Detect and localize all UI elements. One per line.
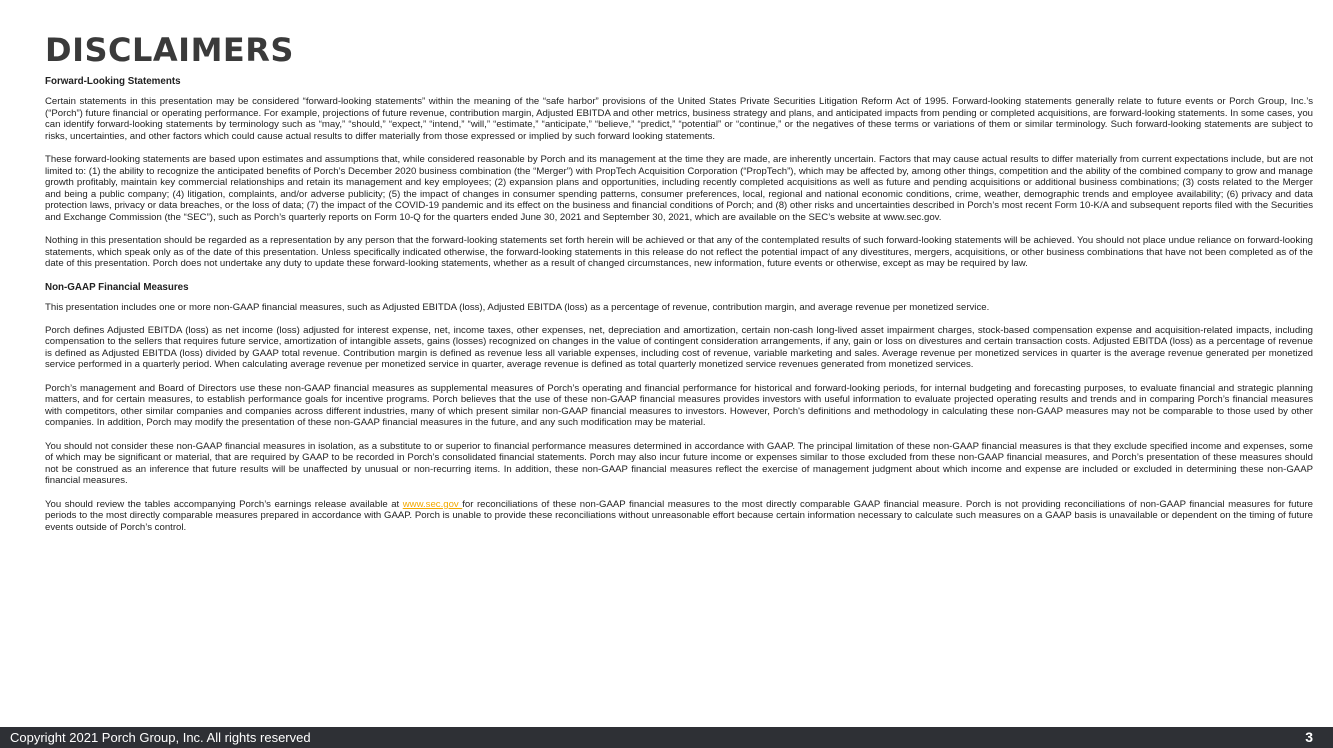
paragraph: These forward-looking statements are based upon estimates and assumptions that, while considered reasonable by Porch and its management at the time they are made, are inherently uncertain. Factors that may cause actual results to differ materially from current expectations include, but are not limited to: (1) the ability to recognize the anticipated benefits of Porch’s December 2020 business combination (the “Merger”) with PropTech Acquisition Corporation (“PropTech”), which may be affected by, among other things, competition and the ability of the combined company to grow and manage growth profitably, maintain key commercial relationships and retain its management and key employees; (2) expansion plans and opportunities, including recently completed acquisitions as well as future and pending acquisitions or additional business combinations; (3) costs related to the Merger and being a public company; (4) litigation, complaints, and/or adverse publicity; (5) the impact of changes in consumer spending patterns, consumer preferences, local, regional and national economic conditions, crime, weather, demographic trends and employee availability; (6) privacy and data protection laws, privacy or data breaches, or the loss of data; (7) the impact of the COVID-19 pandemic and its effect on the business and financial conditions of Porch; and (8) other risks and uncertainties described in Porch’s most recent Form 10-K/A and subsequent reports filed with the Securities and Exchange Commission (the “SEC”), such as Porch’s quarterly reports on Form 10-Q for the quarters ended June 30, 2021 and September 30, 2021, which are available on the SEC’s website at www.sec.gov. (45, 153, 1313, 223)
paragraph: Nothing in this presentation should be regarded as a representation by any person that the forward-looking statements set forth herein will be achieved or that any of the contemplated results of such forward-looking statements will be achieved. You should not place undue reliance on forward-looking statements, which speak only as of the date of this presentation. Unless specifically indicated otherwise, the forward-looking statements in this release do not reflect the potential impact of any divestitures, mergers, acquisitions, or other business combinations that have not been completed as of the date of this presentation. Porch does not undertake any duty to update these forward-looking statements, whether as a result of changed circumstances, new information, future events or otherwise, except as may be required by law. (45, 235, 1313, 270)
paragraph-text: for reconciliations of these non-GAAP financial measures to the most directly comparable GAAP financial measure. Porch is not providing reconciliations of non-GAAP financial measures for future periods to the most directly comparable measures prepared in accordance with GAAP. Porch is unable to provide these reconciliations without unreasonable effort because certain information necessary to calculate such measures on a GAAP basis is unavailable or dependent on the timing of future events outside of Porch’s control. (45, 498, 1313, 533)
section-heading-non-gaap: Non-GAAP Financial Measures (45, 281, 189, 293)
page-number: 3 (1305, 729, 1313, 745)
paragraph: Porch defines Adjusted EBITDA (loss) as net income (loss) adjusted for interest expense, net, income taxes, other expenses, net, depreciation and amortization, certain non-cash long-lived asset impairment charges, stock-based compensation expense and acquisition-related impacts, including compensation to the sellers that requires future service, amortization of intangible assets, gains (losses) recognized on changes in the value of contingent consideration arrangements, if any, gain or loss on divestures and certain transaction costs. Adjusted EBITDA (loss) as a percentage of revenue is defined as Adjusted EBITDA (loss) divided by GAAP total revenue. Contribution margin is defined as revenue less all variable expenses, including cost of revenue, variable marketing and sales. Average revenue per monetized services in quarter is the average revenue generated per monetized service performed in a quarterly period. When calculating average revenue per monetized service in quarter, average revenue is defined as total quarterly monetized service revenues generated from monetized services. (45, 324, 1313, 371)
disclaimer-body (45, 76, 1313, 545)
paragraph: Certain statements in this presentation may be considered “forward-looking statements” within the meaning of the “safe harbor” provisions of the United States Private Securities Litigation Reform Act of 1995. Forward-looking statements generally relate to future events or Porch Group, Inc.’s (“Porch”) future financial or operating performance. For example, projections of future revenue, contribution margin, Adjusted EBITDA and other metrics, business strategy and plans, and anticipated impacts from pending or completed acquisitions, are forward-looking statements. In some cases, you can identify forward-looking statements by terminology such as “may,” “should,” “expect,” “intend,” “will,” “estimate,” “anticipate,” “believe,” “predict,” “potential” or “continue,” or the negatives of these terms or variations of them or similar terminology. Such forward-looking statements are subject to risks, uncertainties, and other factors which could cause actual results to differ materially from those expressed or implied by such forward looking statements. (45, 96, 1313, 142)
page-title: DISCLAIMERS (45, 31, 294, 69)
footer-bar (0, 727, 1333, 748)
paragraph: You should not consider these non-GAAP financial measures in isolation, as a substitute to or superior to financial performance measures determined in accordance with GAAP. The principal limitation of these non-GAAP financial measures is that they exclude specified income and expenses, some of which may be significant or material, that are required by GAAP to be recorded in Porch’s consolidated financial statements. Porch may also incur future income or expenses similar to those excluded from these non-GAAP financial measures, and Porch’s presentation of these measures should not be construed as an inference that future results will be unaffected by unusual or non-recurring items. In addition, these non-GAAP financial measures reflect the exercise of management judgment about which income and expense are included or excluded in determining these non-GAAP financial measures. (45, 440, 1313, 487)
paragraph-with-link (45, 499, 1313, 534)
paragraph-text: You should review the tables accompanying Porch’s earnings release available at (45, 498, 403, 510)
sec-gov-link[interactable]: www.sec.gov (402, 498, 463, 510)
section-heading-forward-looking: Forward-Looking Statements (45, 76, 181, 87)
copyright-text: Copyright 2021 Porch Group, Inc. All rights reserved (10, 730, 311, 745)
paragraph: This presentation includes one or more non-GAAP financial measures, such as Adjusted EBITDA (loss), Adjusted EBITDA (loss) as a percentage of revenue, contribution margin, and average revenue per monetized service. (45, 301, 990, 313)
paragraph: Porch’s management and Board of Directors use these non-GAAP financial measures as supplemental measures of Porch’s operating and financial performance for historical and forward-looking periods, for internal budgeting and forecasting purposes, to evaluate financial and strategic planning matters, and for certain measures, to establish performance goals for incentive programs. Porch believes that the use of these non-GAAP financial measures provides investors with useful information to evaluate projected operating results and trends and in comparing Porch’s financial measures with competitors, other similar companies and companies across different industries, many of which present similar non-GAAP financial measures to investors. However, Porch's definitions and methodology in calculating these non-GAAP measures may not be comparable to those used by other companies. In addition, Porch may modify the presentation of these non-GAAP financial measures in the future, and any such modification may be material. (45, 382, 1313, 429)
